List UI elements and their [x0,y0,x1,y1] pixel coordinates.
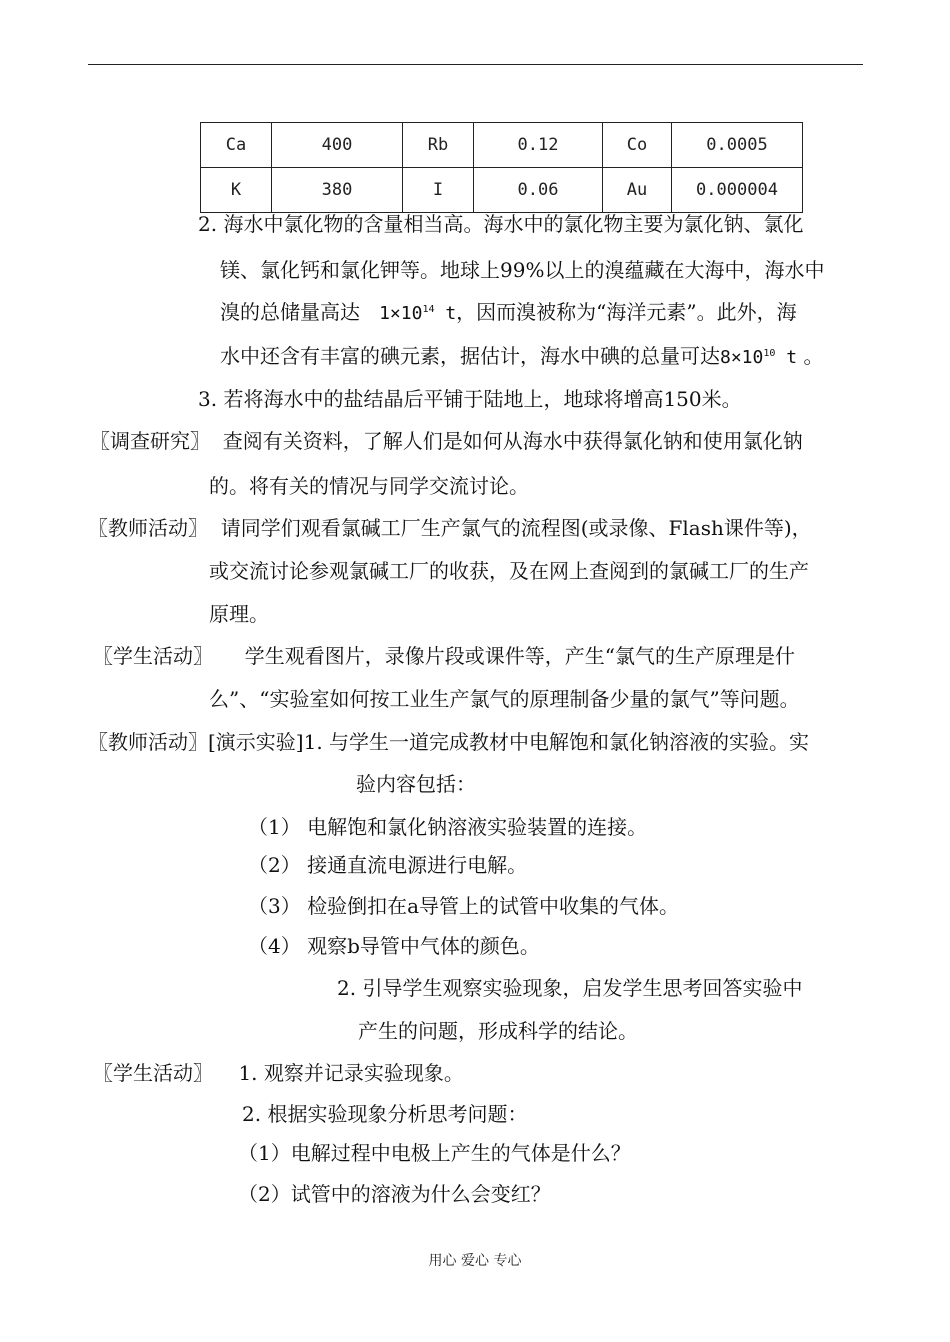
teacher2-point2-line2: 产生的问题，形成科学的结论。 [358,1019,638,1043]
table-cell: 380 [272,168,403,213]
teacher2-line1 [88,729,809,755]
bromine-amount-base: 1×10 [379,303,423,324]
iodine-amount [720,347,797,368]
header-rule [88,64,863,65]
teacher2-line2: 验内容包括： [356,772,476,796]
table-cell: I [403,168,474,213]
para2-line1: 2. 海水中氯化物的含量相当高。海水中的氯化物主要为氯化钠、氯化 [198,212,804,236]
iodine-amount-base: 8×10 [720,347,764,368]
teacher1-line1 [88,515,812,541]
para2-line2: 镁、氯化钙和氯化钾等。地球上99%以上的溴蕴藏在大海中，海水中 [220,258,825,282]
student2-tag: 〖学生活动〗 [93,1061,213,1085]
para2-line4 [220,343,823,371]
question-1: （1）电解过程中电极上产生的气体是什么？ [238,1141,631,1165]
page-footer: 用心 爱心 专心 [428,1253,522,1269]
element-abundance-table [200,122,803,213]
iodine-amount-exponent: 10 [763,348,776,359]
experiment-step-1: （1） 电解饱和氯化钠溶液实验装置的连接。 [248,815,648,839]
teacher1-text1: 请同学们观看氯碱工厂生产氯气的流程图(或录像、Flash课件等)， [220,516,812,540]
para2-line4-text: 水中还含有丰富的碘元素，据估计，海水中碘的总量可达 [220,344,720,368]
iodine-amount-unit: t [786,347,798,368]
teacher1-tag: 〖教师活动〗 [88,516,208,540]
table-row [201,168,803,213]
table-cell: K [201,168,272,213]
teacher2-tag: 〖教师活动〗[演示实验] [88,730,304,754]
table-cell: Au [603,168,672,213]
bromine-amount-exponent: 14 [422,304,435,315]
experiment-step-3: （3） 检验倒扣在a导管上的试管中收集的气体。 [248,894,680,918]
para2-line3 [220,299,797,327]
experiment-step-4: （4） 观察b导管中气体的颜色。 [248,934,540,958]
para3: 3. 若将海水中的盐结晶后平铺于陆地上，地球将增高150米。 [198,387,742,411]
table-cell: Rb [403,123,474,168]
bromine-amount-unit: t [445,303,457,324]
para2-line3-rest: ，因而溴被称为“海洋元素”。此外，海 [456,300,797,324]
para2-line3-text: 溴的总储量高达 [220,300,360,324]
teacher1-line2: 或交流讨论参观氯碱工厂的收获，及在网上查阅到的氯碱工厂的生产 [209,559,809,583]
bromine-amount [379,303,456,324]
research-line1 [90,428,803,454]
table-row [201,123,803,168]
teacher1-line3: 原理。 [209,602,269,626]
teacher2-text1: 1. 与学生一道完成教材中电解饱和氯化钠溶液的实验。实 [303,730,810,754]
table-cell: 0.0005 [672,123,803,168]
research-line2: 的。将有关的情况与同学交流讨论。 [209,474,529,498]
teacher2-point2-line1: 2. 引导学生观察实验现象，启发学生思考回答实验中 [337,976,803,1000]
table-cell: Ca [201,123,272,168]
student1-tag: 〖学生活动〗 [93,644,213,668]
table-cell: 0.000004 [672,168,803,213]
table-cell: 0.12 [474,123,603,168]
table-cell: Co [603,123,672,168]
experiment-step-2: （2） 接通直流电源进行电解。 [248,853,528,877]
research-tag: 〖调查研究〗 [90,429,210,453]
table-cell: 400 [272,123,403,168]
student2-line2: 2. 根据实验现象分析思考问题： [242,1102,528,1126]
student1-text1: 学生观看图片，录像片段或课件等，产生“氯气的生产原理是什 [244,644,796,668]
student1-line2: 么”、“实验室如何按工业生产氯气的原理制备少量的氯气”等问题。 [209,687,800,711]
para2-line4-end: 。 [803,344,824,368]
research-text1: 查阅有关资料，了解人们是如何从海水中获得氯化钠和使用氯化钠 [222,429,803,453]
student2-line1 [93,1060,464,1086]
table-cell: 0.06 [474,168,603,213]
student1-line1 [93,643,795,669]
question-2: （2）试管中的溶液为什么会变红？ [238,1182,551,1206]
student2-text1: 1. 观察并记录实验现象。 [238,1061,464,1085]
